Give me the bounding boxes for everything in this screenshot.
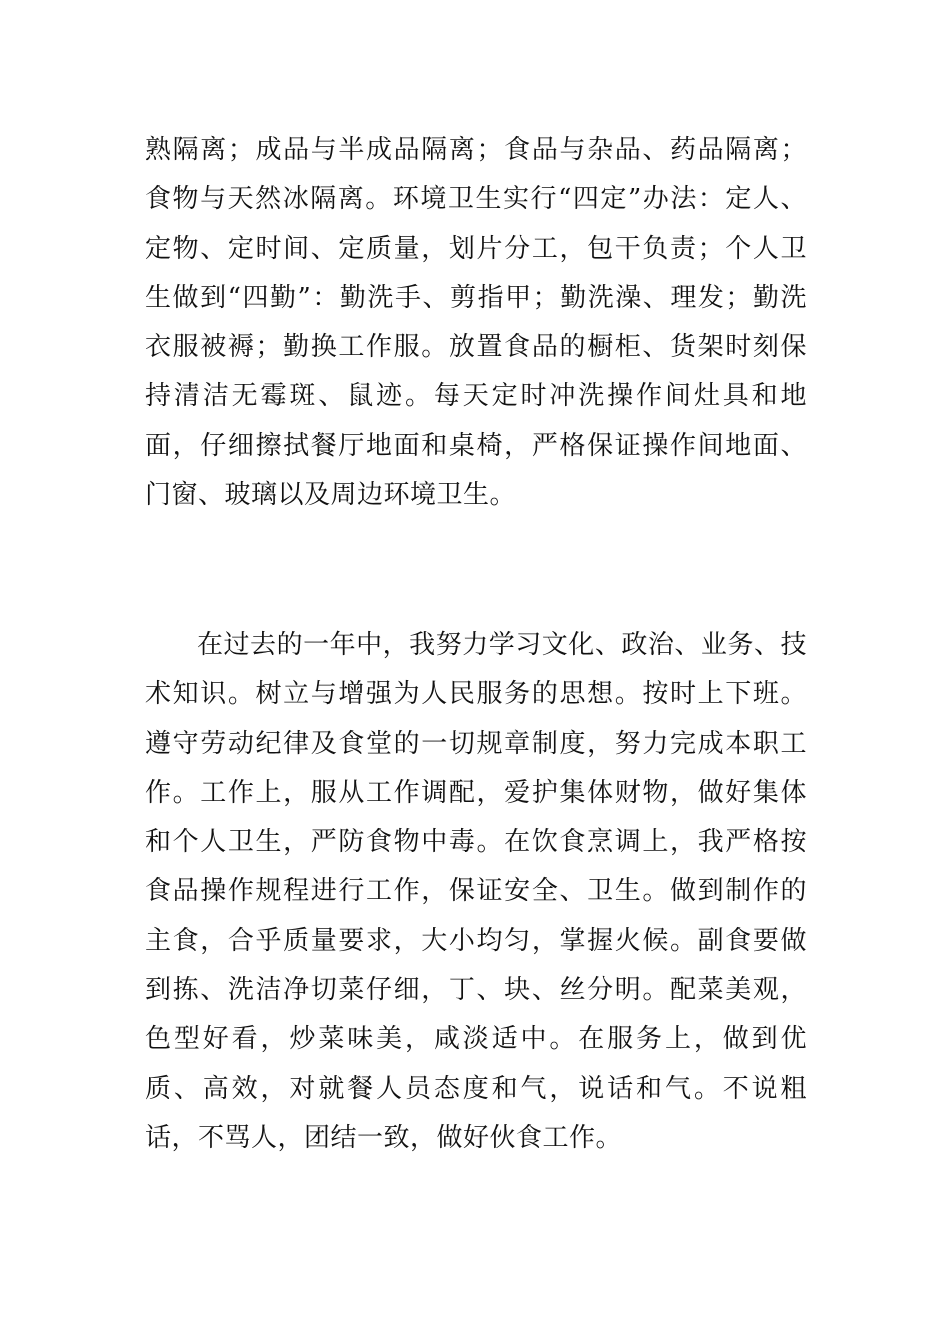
paragraph-work-summary: 在过去的一年中，我努力学习文化、政治、业务、技术知识。树立与增强为人民服务的思想。按时上下班。遵守劳动纪律及食堂的一切规章制度，努力完成本职工作。工作上，服从工作调配，爱护集体财物，做好集体和个人卫生，严防食物中毒。在饮食烹调上，我严格按食品操作规程进行工作，保证安全、卫生。做到制作的主食，合乎质量要求，大小均匀，掌握火候。副食要做到拣、洗洁净切菜仔细，丁、块、丝分明。配菜美观，色型好看，炒菜味美，咸淡适中。在服务上，做到优质、高效，对就餐人员态度和气，说话和气。不说粗话，不骂人，团结一致，做好伙食工作。: [145, 630, 807, 1153]
paragraph-hygiene: 熟隔离；成品与半成品隔离；食品与杂品、药品隔离；食物与天然冰隔离。环境卫生实行“四定”办法：定人、定物、定时间、定质量，划片分工，包干负责；个人卫生做到“四勤”：勤洗手、剪指甲；勤洗澡、理发；勤洗衣服被褥；勤换工作服。放置食品的橱柜、货架时刻保持清洁无霉斑、鼠迹。每天定时冲洗操作间灶具和地面，仔细擦拭餐厅地面和桌椅，严格保证操作间地面、门窗、玻璃以及周边环境卫生。: [145, 135, 807, 511]
